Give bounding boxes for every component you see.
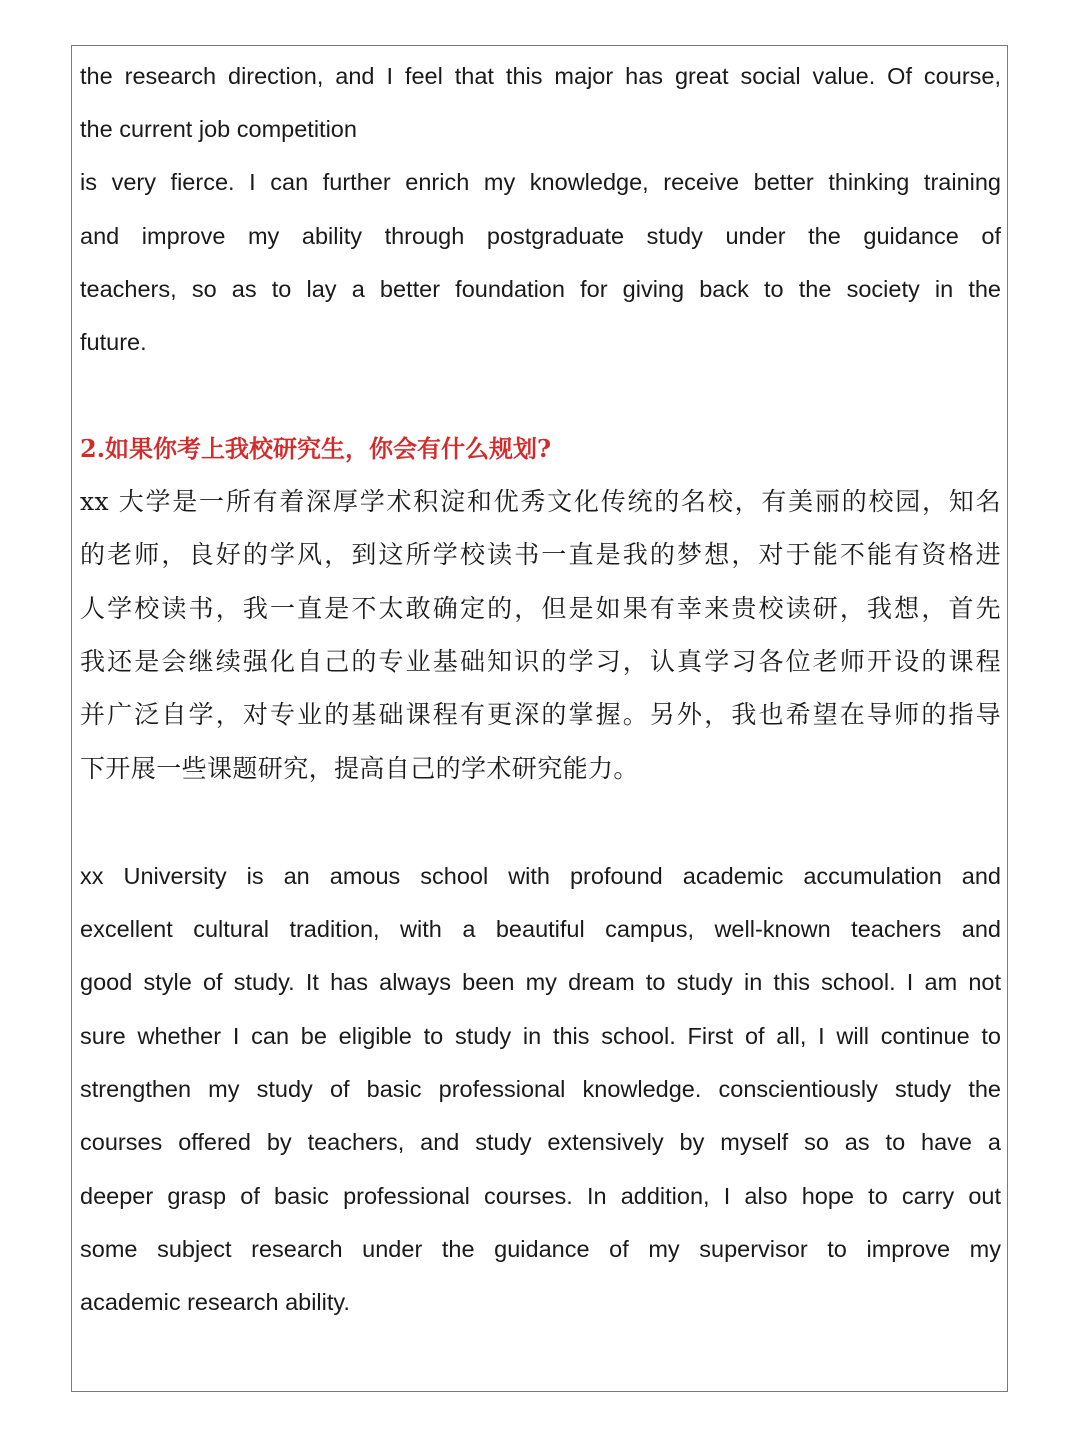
- prev-answer-line: the current job competition: [80, 116, 357, 142]
- prev-answer-line: and improve my ability through postgraduate study under the guidance of: [80, 223, 1001, 249]
- english-answer-line: courses offered by teachers, and study extensively by myself so as to have a: [80, 1129, 1001, 1155]
- chinese-answer-line: 我还是会继续强化自己的专业基础知识的学习，认真学习各位老师开设的课程: [80, 647, 1001, 676]
- chinese-answer-line: xx 大学是一所有着深厚学术积淀和优秀文化传统的名校，有美丽的校园，知名: [80, 487, 1001, 516]
- prev-answer-line: teachers, so as to lay a better foundation for giving back to the society in the: [80, 276, 1001, 302]
- chinese-answer-line: 人学校读书，我一直是不太敢确定的，但是如果有幸来贵校读研，我想，首先: [80, 594, 1001, 623]
- question-heading: 2.如果你考上我校研究生，你会有什么规划?: [80, 434, 552, 463]
- english-answer-line: some subject research under the guidance of my supervisor to improve my: [80, 1236, 1001, 1262]
- prev-answer-line: is very fierce. I can further enrich my knowledge, receive better thinking training: [80, 169, 1001, 195]
- chinese-answer-line: 的老师，良好的学风，到这所学校读书一直是我的梦想，对于能不能有资格进: [80, 540, 1001, 569]
- chinese-answer-line: 下开展一些课题研究，提高自己的学术研究能力。: [80, 754, 639, 783]
- chinese-answer-line: 并广泛自学，对专业的基础课程有更深的掌握。另外，我也希望在导师的指导: [80, 700, 1001, 729]
- english-answer-line: excellent cultural tradition, with a beautiful campus, well-known teachers and: [80, 916, 1001, 942]
- english-answer-line: sure whether I can be eligible to study in this school. First of all, I will continue to: [80, 1023, 1001, 1049]
- english-answer-line: xx University is an amous school with profound academic accumulation and: [80, 863, 1001, 889]
- english-answer-line: strengthen my study of basic professional knowledge. conscientiously study the: [80, 1076, 1001, 1102]
- english-answer-line: deeper grasp of basic professional courses. In addition, I also hope to carry out: [80, 1183, 1001, 1209]
- prev-answer-line: the research direction, and I feel that this major has great social value. Of course,: [80, 63, 1001, 89]
- prev-answer-line: future.: [80, 329, 147, 355]
- english-answer-line: academic research ability.: [80, 1289, 350, 1315]
- english-answer-line: good style of study. It has always been my dream to study in this school. I am not: [80, 969, 1001, 995]
